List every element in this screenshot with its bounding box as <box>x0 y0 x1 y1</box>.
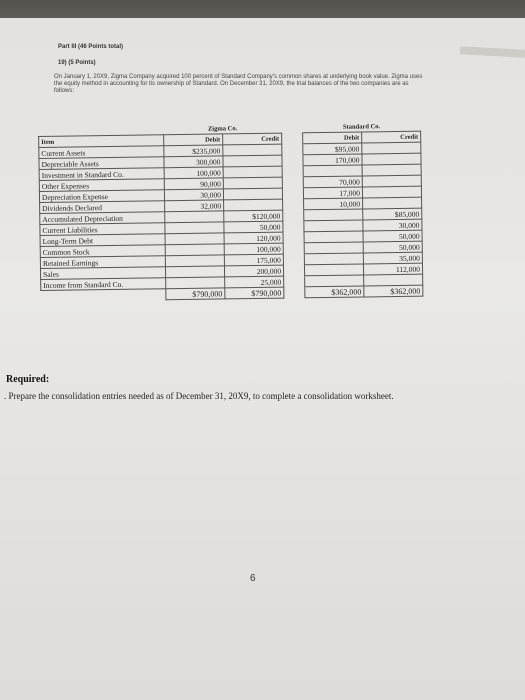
company-b-name: Standard Co. <box>342 122 381 131</box>
row-item-label: Investment in Standard Co. <box>39 168 164 181</box>
company-a-name: Zigma Co. <box>207 124 238 133</box>
company-a-debit-cell <box>165 255 224 267</box>
company-b-debit-cell: 17,000 <box>303 187 362 199</box>
column-gap <box>283 254 304 265</box>
company-b-debit-cell: 10,000 <box>304 198 363 210</box>
company-b-debit-cell <box>304 231 363 243</box>
company-b-credit-cell: $85,000 <box>363 208 422 220</box>
row-item-label: Depreciable Assets <box>39 157 164 170</box>
row-item-label: Accumulated Depreciation <box>40 212 165 225</box>
company-b-credit-cell <box>362 142 421 154</box>
company-a-debit-cell <box>165 233 224 245</box>
company-a-credit-header: Credit <box>223 133 282 145</box>
instruction-text: . Prepare the consolidation entries needed as of December 31, 20X9, to complete a consolidation worksheet. <box>4 391 394 401</box>
company-b-credit-cell: 50,000 <box>363 230 422 242</box>
column-gap <box>283 232 304 243</box>
company-a-credit-cell <box>224 199 283 211</box>
row-item-label: Income from Standard Co. <box>41 278 166 291</box>
company-b-debit-cell <box>304 253 363 265</box>
company-a-credit-cell: $120,000 <box>224 210 283 222</box>
company-b-credit-header: Credit <box>362 131 421 143</box>
company-b-debit-cell <box>304 209 363 221</box>
company-b-credit-cell: 112,000 <box>363 263 422 275</box>
paper-stack-edge <box>460 46 525 57</box>
company-b-credit-cell <box>362 153 421 165</box>
company-b-credit-total: $362,000 <box>364 285 423 297</box>
column-gap <box>282 166 303 177</box>
company-b-debit-cell <box>304 220 363 232</box>
intro-paragraph: On January 1, 20X9, Zigma Company acquired 100 percent of Standard Company's common shares at underlying book value. Zigma uses the equity method in accounting for its ownership of Standard. On December 31, 20X9, the trial balances of the two companies are as follows: <box>54 74 423 94</box>
company-b-credit-cell: 30,000 <box>363 219 422 231</box>
company-b-credit-cell: 50,000 <box>363 241 422 253</box>
company-b-credit-cell: 35,000 <box>363 252 422 264</box>
column-gap <box>282 188 303 199</box>
company-a-credit-cell <box>223 166 282 178</box>
company-a-credit-total: $790,000 <box>225 287 284 299</box>
required-label: Required: <box>6 374 50 385</box>
row-item-label: Long-Term Debt <box>40 234 165 247</box>
row-item-label: Current Liabilities <box>40 223 165 236</box>
row-item-label: Common Stock <box>40 245 165 258</box>
row-item-label: Depreciation Expense <box>39 190 164 203</box>
company-b-debit-cell <box>304 264 363 276</box>
company-b-debit-cell: 70,000 <box>303 176 362 188</box>
company-a-debit-cell <box>165 266 224 278</box>
company-b-debit-cell <box>304 242 363 254</box>
company-b-debit-cell <box>303 165 362 177</box>
company-a-debit-total: $790,000 <box>166 288 225 300</box>
company-b-credit-cell <box>362 186 421 198</box>
company-b-debit-total: $362,000 <box>305 286 364 298</box>
company-a-debit-cell <box>165 244 224 256</box>
row-item-label: Dividends Declared <box>40 201 165 214</box>
part-heading: Part III (46 Points total) <box>58 44 124 50</box>
company-a-debit-header: Debit <box>164 134 223 146</box>
company-a-debit-cell: 100,000 <box>164 167 223 179</box>
question-number: 19) (5 Points) <box>58 60 96 66</box>
company-a-debit-cell <box>165 211 224 223</box>
company-a-debit-cell: 90,000 <box>164 178 223 190</box>
company-a-debit-cell: 32,000 <box>165 200 224 212</box>
company-b-credit-cell <box>364 274 423 286</box>
company-a-credit-cell <box>223 155 282 167</box>
column-gap <box>283 265 304 276</box>
company-b-debit-cell: $95,000 <box>303 143 362 155</box>
company-a-credit-cell: 120,000 <box>224 232 283 244</box>
row-item-label: Retained Earnings <box>40 256 165 269</box>
company-b-credit-cell <box>363 197 422 209</box>
company-a-credit-cell <box>223 177 282 189</box>
company-b-debit-cell: 170,000 <box>303 154 362 166</box>
company-a-credit-cell: 100,000 <box>224 243 283 255</box>
column-gap <box>283 221 304 232</box>
company-a-credit-cell: 200,000 <box>224 265 283 277</box>
row-item-label: Other Expenses <box>39 179 164 192</box>
column-gap <box>283 243 304 254</box>
column-gap <box>282 155 303 166</box>
company-b-credit-cell <box>362 164 421 176</box>
column-gap <box>284 276 305 287</box>
company-a-credit-cell: 175,000 <box>224 254 283 266</box>
trial-balance-table <box>38 121 423 302</box>
company-b-credit-cell <box>362 175 421 187</box>
worksheet-page <box>0 18 525 700</box>
column-gap <box>283 210 304 221</box>
company-a-debit-cell <box>166 277 225 289</box>
column-gap <box>283 199 304 210</box>
company-a-credit-cell <box>223 144 282 156</box>
company-a-debit-cell: 30,000 <box>164 189 223 201</box>
company-b-debit-cell <box>305 275 364 287</box>
company-a-credit-cell <box>223 188 282 200</box>
company-a-credit-cell: 50,000 <box>224 221 283 233</box>
company-a-debit-cell: 300,000 <box>164 156 223 168</box>
row-item-label: Sales <box>40 267 165 280</box>
row-item-label: Current Assets <box>39 146 164 159</box>
item-column-header: Item <box>39 135 164 148</box>
company-b-debit-header: Debit <box>303 132 362 144</box>
company-a-debit-cell <box>165 222 224 234</box>
column-gap <box>282 144 303 155</box>
company-a-credit-cell: 25,000 <box>225 276 284 288</box>
page-number: 6 <box>250 573 256 584</box>
column-gap <box>282 177 303 188</box>
company-a-debit-cell: $235,000 <box>164 145 223 157</box>
